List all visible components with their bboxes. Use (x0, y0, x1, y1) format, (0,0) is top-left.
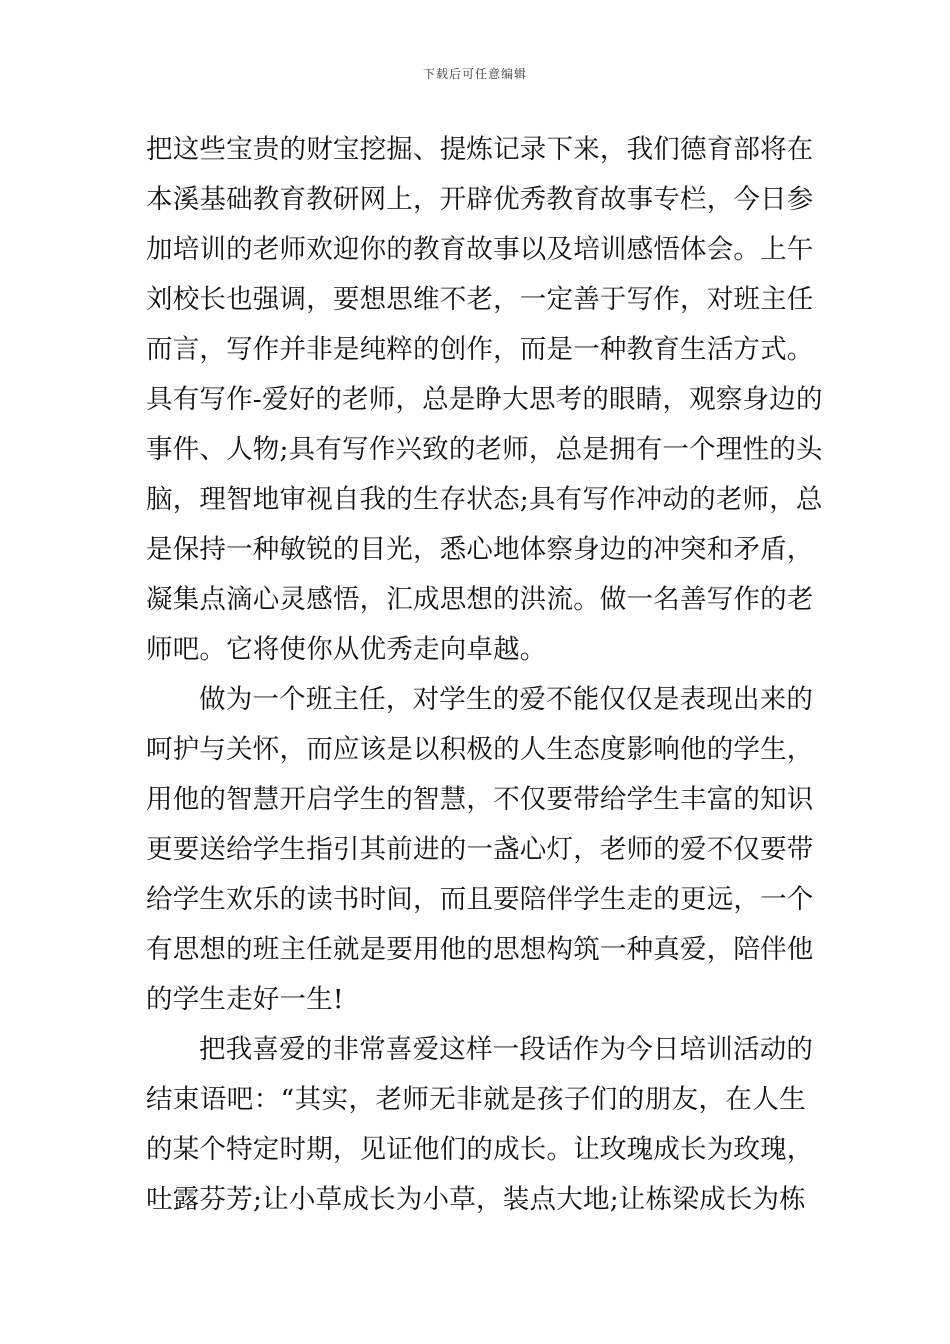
text-line: 把我喜爱的非常喜爱这样一段话作为今日培训活动的 (199, 1034, 814, 1065)
text-line: 吐露芬芳;让小草成长为小草，装点大地;让栋梁成长为栋 (146, 1184, 806, 1215)
text-line: 的学生走好一生! (146, 984, 344, 1015)
page-header-note: 下载后可任意编辑 (422, 67, 527, 81)
paragraph-2 (146, 675, 814, 1025)
text-line: 师吧。它将使你从优秀走向卓越。 (146, 634, 547, 665)
article-body (146, 125, 823, 1225)
text-line: 具有写作-爱好的老师，总是睁大思考的眼睛，观察身边的 (146, 384, 823, 415)
text-line: 是保持一种敏锐的目光，悉心地体察身边的冲突和矛盾， (146, 534, 814, 565)
text-line: 凝集点滴心灵感悟，汇成思想的洪流。做一名善写作的老 (146, 584, 814, 615)
text-line: 把这些宝贵的财宝挖掘、提炼记录下来，我们德育部将在 (146, 134, 814, 165)
paragraph-3 (146, 1025, 814, 1225)
text-line: 有思想的班主任就是要用他的思想构筑一种真爱，陪伴他 (146, 934, 814, 965)
text-line: 呵护与关怀，而应该是以积极的人生态度影响他的学生， (146, 734, 814, 765)
text-line: 给学生欢乐的读书时间，而且要陪伴学生走的更远，一个 (146, 884, 814, 915)
text-line: 做为一个班主任，对学生的爱不能仅仅是表现出来的 (199, 684, 814, 715)
text-line: 刘校长也强调，要想思维不老，一定善于写作，对班主任 (146, 284, 814, 315)
text-line: 更要送给学生指引其前进的一盏心灯，老师的爱不仅要带 (146, 834, 814, 865)
text-line: 脑，理智地审视自我的生存状态;具有写作冲动的老师，总 (146, 484, 823, 515)
text-line: 本溪基础教育教研网上，开辟优秀教育故事专栏，今日参 (146, 184, 814, 215)
text-line: 而言，写作并非是纯粹的创作，而是一种教育生活方式。 (146, 334, 814, 365)
text-line: 的某个特定时期，见证他们的成长。让玫瑰成长为玫瑰， (146, 1134, 814, 1165)
text-line: 加培训的老师欢迎你的教育故事以及培训感悟体会。上午 (146, 234, 814, 265)
paragraph-1 (146, 125, 823, 675)
text-line: 结束语吧：“其实，老师无非就是孩子们的朋友，在人生 (146, 1084, 806, 1115)
text-line: 用他的智慧开启学生的智慧，不仅要带给学生丰富的知识 (146, 784, 814, 815)
text-line: 事件、人物;具有写作兴致的老师，总是拥有一个理性的头 (146, 434, 823, 465)
